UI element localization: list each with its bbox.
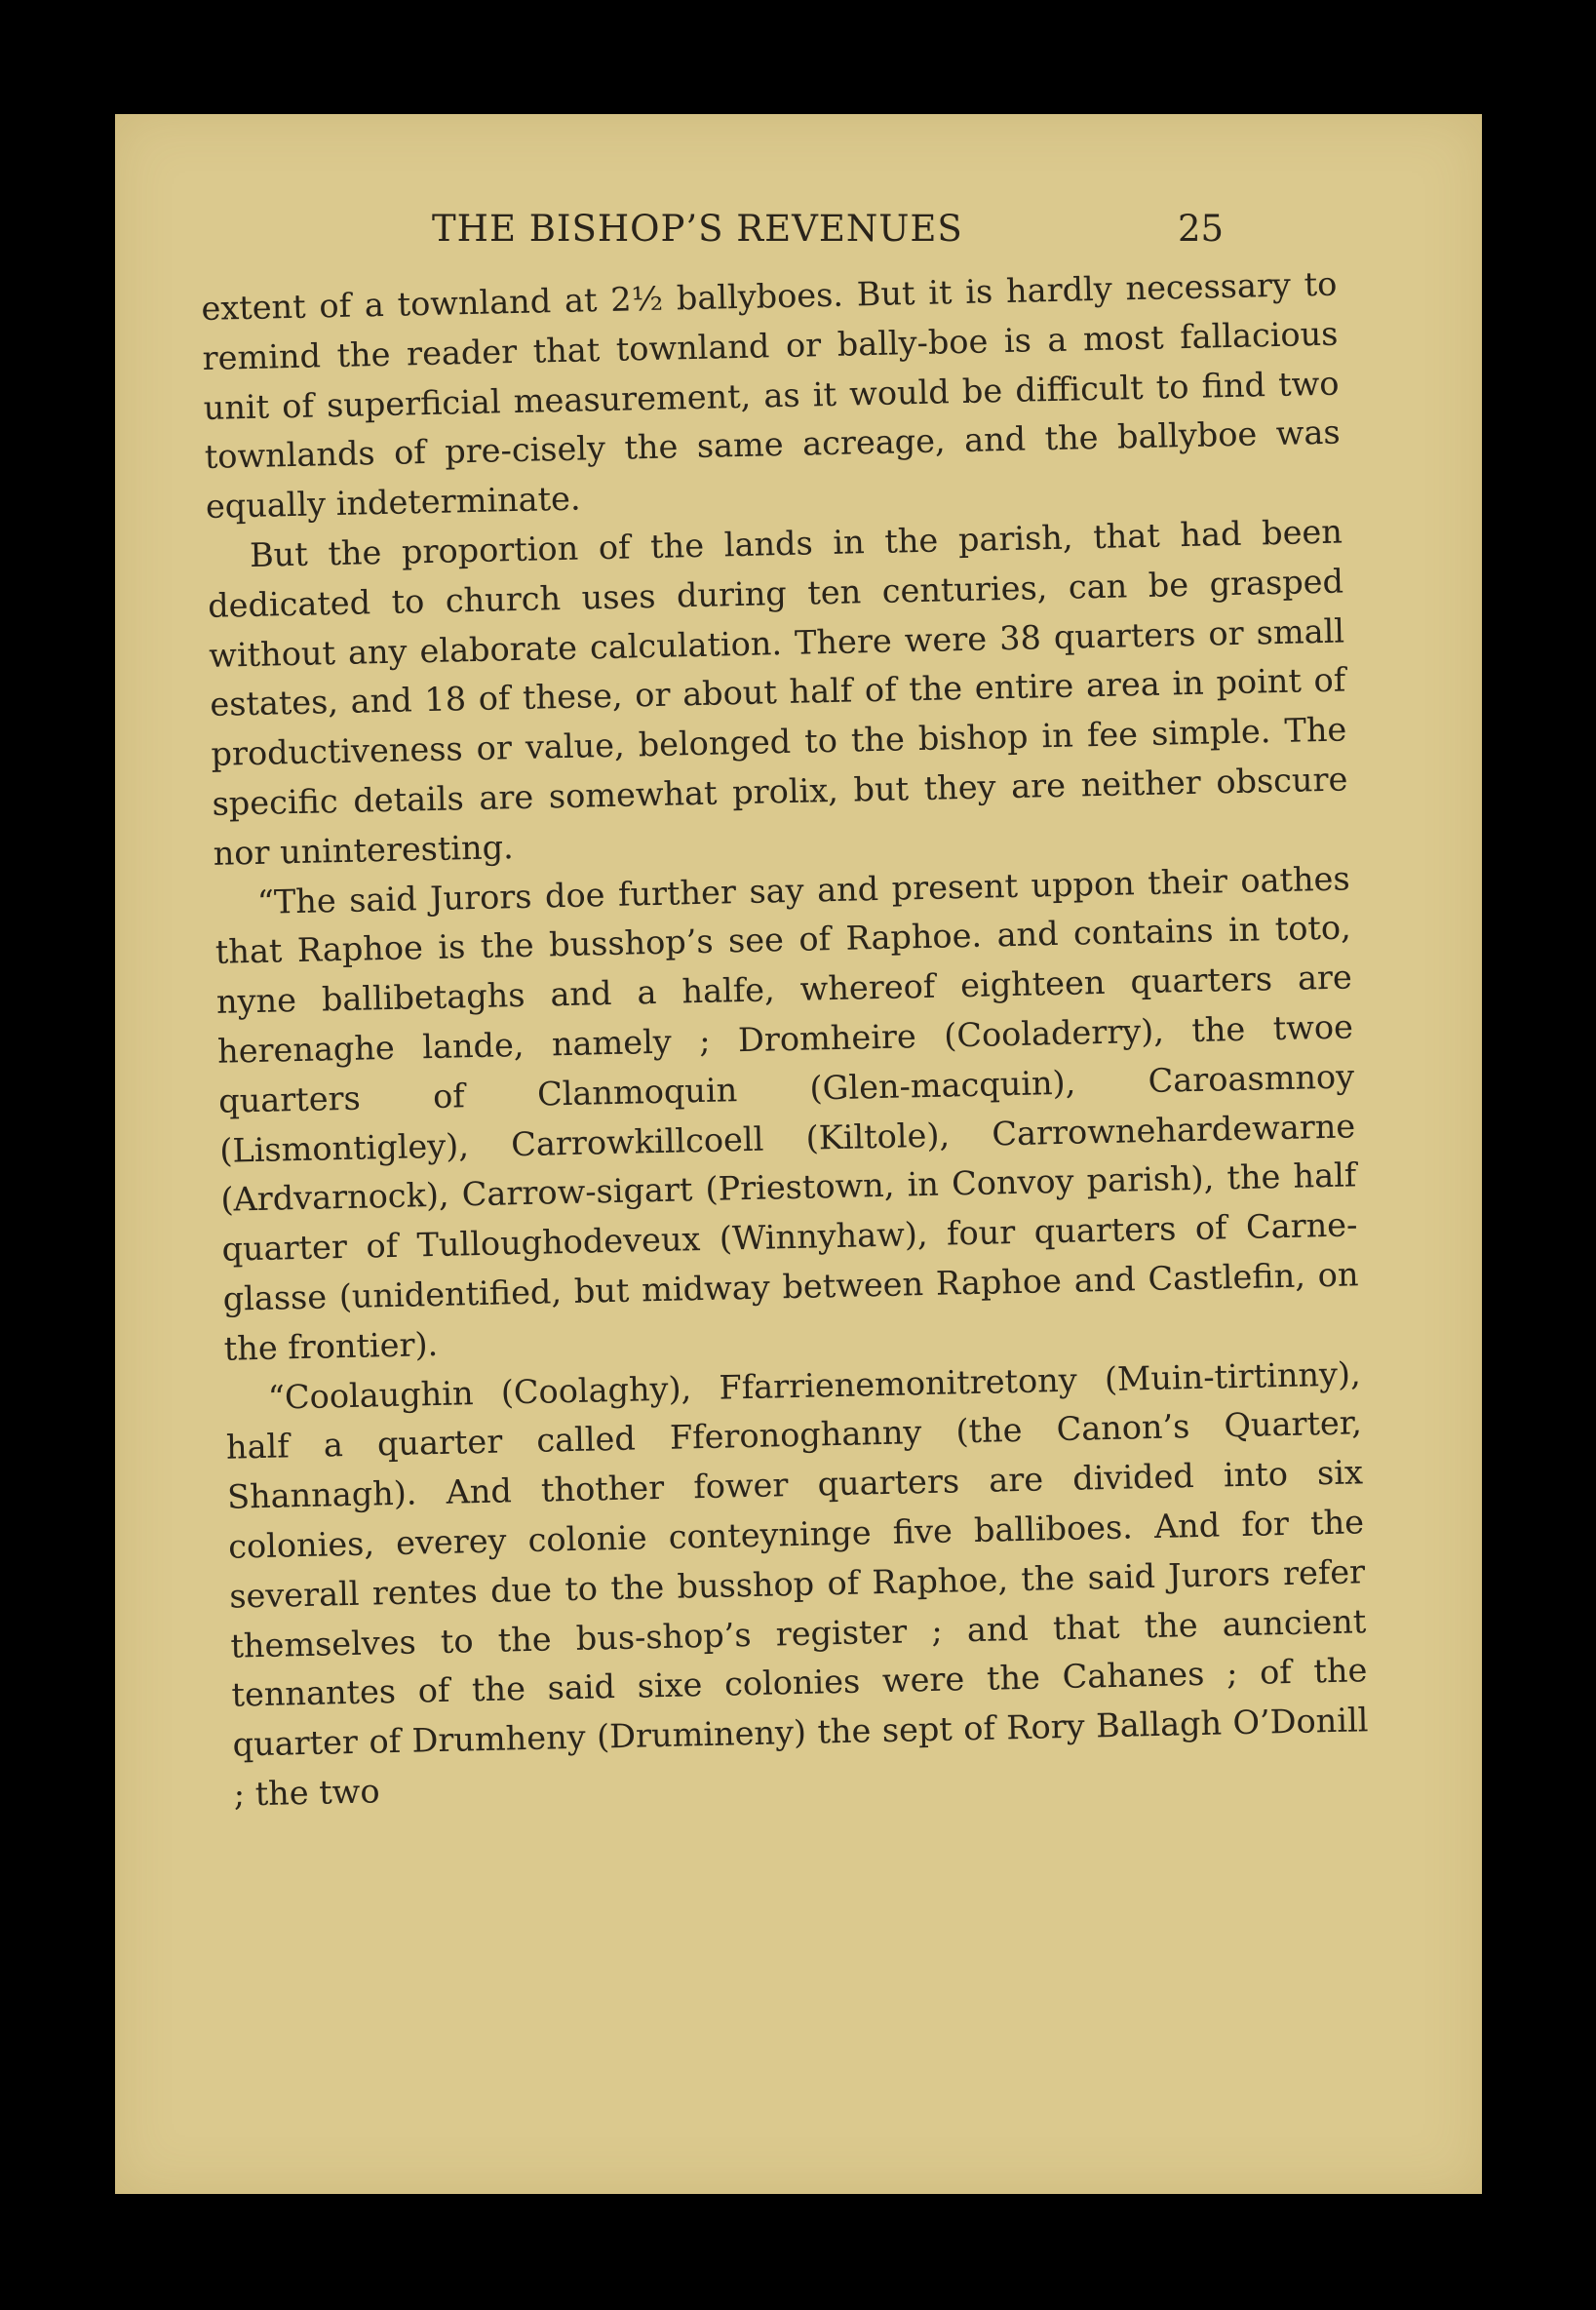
paragraph-4: “Coolaughin (Coolaghy), Ffarrienemonitretony (Muin-tirtinny), half a quarter called Fferonoghanny (the Canon’s Quarter, Shannagh). And thother fower quarters are divided into six colonies, everey colonie conteyninge five balliboes. And for the severall rentes due to the busshop of Raphoe, the said Jurors refer themselves to the bus-shop’s register ; and that the auncient tennantes of the said sixe colonies were the Cahanes ; of the quarter of Drumheny (Drumineny) the sept of Rory Ballagh O’Donill ; the two — [225, 1353, 1369, 1814]
page-number: 25 — [1178, 208, 1225, 250]
book-page — [115, 114, 1482, 2194]
paragraph-1: extent of a townland at 2½ ballyboes. But it is hardly necessary to remind the reader that townland or bally-boe is a most fallacious unit of superficial measurement, as it would be difficult to find two townlands of pre-cisely the same acreage, and the ballyboe was equally indeterminate. — [201, 264, 1342, 527]
running-title: THE BISHOP’S REVENUES — [432, 208, 963, 250]
body-text — [201, 260, 1370, 1821]
paragraph-2: But the proportion of the lands in the parish, that had been dedicated to church uses during ten centuries, can be grasped without any elaborate calculation. There were 38 quarters or small estates, and 18 of these, or about half of the entire area in point of productiveness or value, belonged to the bishop in fee simple. The specific details are somewhat prolix, but they are neither obscure nor uninteresting. — [207, 512, 1348, 873]
page-header — [115, 208, 1482, 266]
paragraph-3: “The said Jurors doe further say and present uppon their oathes that Raphoe is the busshop’s see of Raphoe. and contains in toto, nyne ballibetaghs and a halfe, whereof eighteen quarters are herenaghe lande, namely ; Dromheire (Cooladerry), the twoe quarters of Clanmoquin (Glen-macquin), Caroasmnoy (Lismontigley), Carrowkillcoell (Kiltole), Carrownehardewarne (Ardvarnock), Carrow-sigart (Priestown, in Convoy parish), the half quarter of Tulloughodeveux (Winnyhaw), four quarters of Carne-glasse (unidentified, but midway between Raphoe and Castlefin, on the frontier). — [214, 859, 1359, 1368]
